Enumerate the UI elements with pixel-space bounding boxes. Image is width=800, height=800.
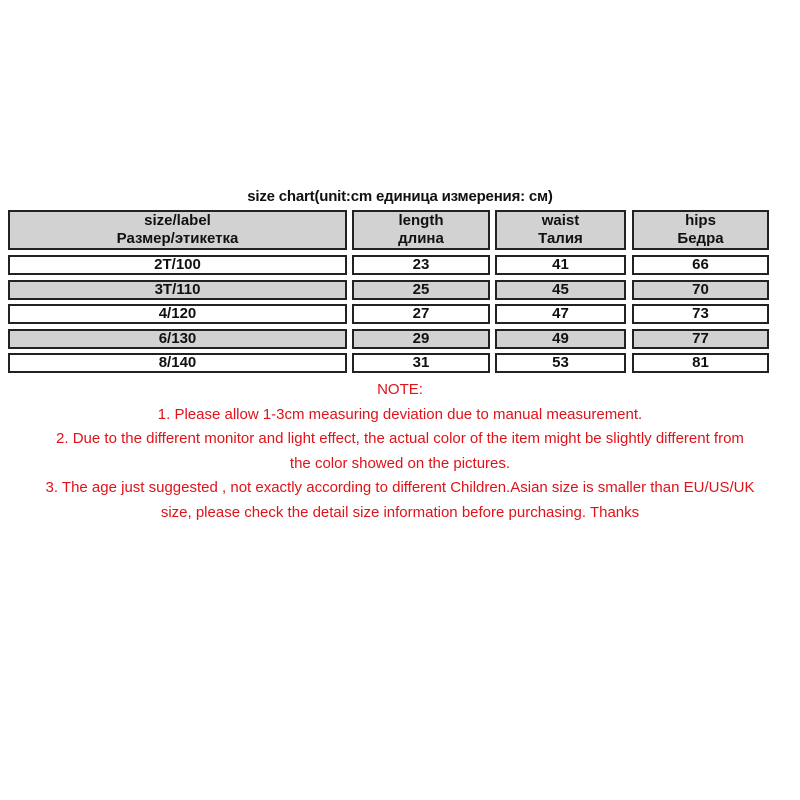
header-length-ru: длина xyxy=(398,230,444,247)
cell-hips: 66 xyxy=(632,255,769,275)
cell-size: 8/140 xyxy=(8,353,347,373)
cell-size: 6/130 xyxy=(8,329,347,349)
header-size-label xyxy=(8,210,347,250)
header-size-label-en: size/label xyxy=(144,212,211,229)
note-line-1: 1. Please allow 1-3cm measuring deviation due to manual measurement. xyxy=(157,405,643,423)
cell-size: 2T/100 xyxy=(8,255,347,275)
cell-length: 25 xyxy=(352,280,490,300)
header-waist xyxy=(495,210,626,250)
header-waist-en: waist xyxy=(541,212,580,229)
header-length xyxy=(352,210,490,250)
header-hips xyxy=(632,210,769,250)
notes-section xyxy=(0,378,800,525)
cell-hips: 77 xyxy=(632,329,769,349)
cell-hips: 70 xyxy=(632,280,769,300)
note-line-2-continued: the color showed on the pictures. xyxy=(289,454,511,472)
cell-waist: 53 xyxy=(495,353,626,373)
note-line-2: 2. Due to the different monitor and light effect, the actual color of the item might be slightly different from xyxy=(56,430,744,447)
header-size-label-ru: Размер/этикетка xyxy=(116,230,239,247)
header-hips-en: hips xyxy=(685,212,716,229)
size-chart-title: size chart(unit:cm единица измерения: см) xyxy=(247,188,553,205)
cell-waist: 45 xyxy=(495,280,626,300)
notes-heading: NOTE: xyxy=(377,381,423,398)
cell-length: 29 xyxy=(352,329,490,349)
cell-length: 31 xyxy=(352,353,490,373)
cell-hips: 73 xyxy=(632,304,769,324)
header-hips-ru: Бедра xyxy=(677,230,724,247)
header-waist-ru: Талия xyxy=(538,230,583,247)
header-length-en: length xyxy=(398,212,444,229)
note-line-3: 3. The age just suggested , not exactly according to different Children.Asian size is smaller than EU/US/UK xyxy=(45,479,755,496)
cell-length: 23 xyxy=(352,255,490,275)
cell-waist: 47 xyxy=(495,304,626,324)
cell-length: 27 xyxy=(352,304,490,324)
cell-waist: 41 xyxy=(495,255,626,275)
cell-waist: 49 xyxy=(495,329,626,349)
cell-hips: 81 xyxy=(632,353,769,373)
note-line-3-continued: size, please check the detail size information before purchasing. Thanks xyxy=(160,503,640,521)
cell-size: 4/120 xyxy=(8,304,347,324)
cell-size: 3T/110 xyxy=(8,280,347,300)
